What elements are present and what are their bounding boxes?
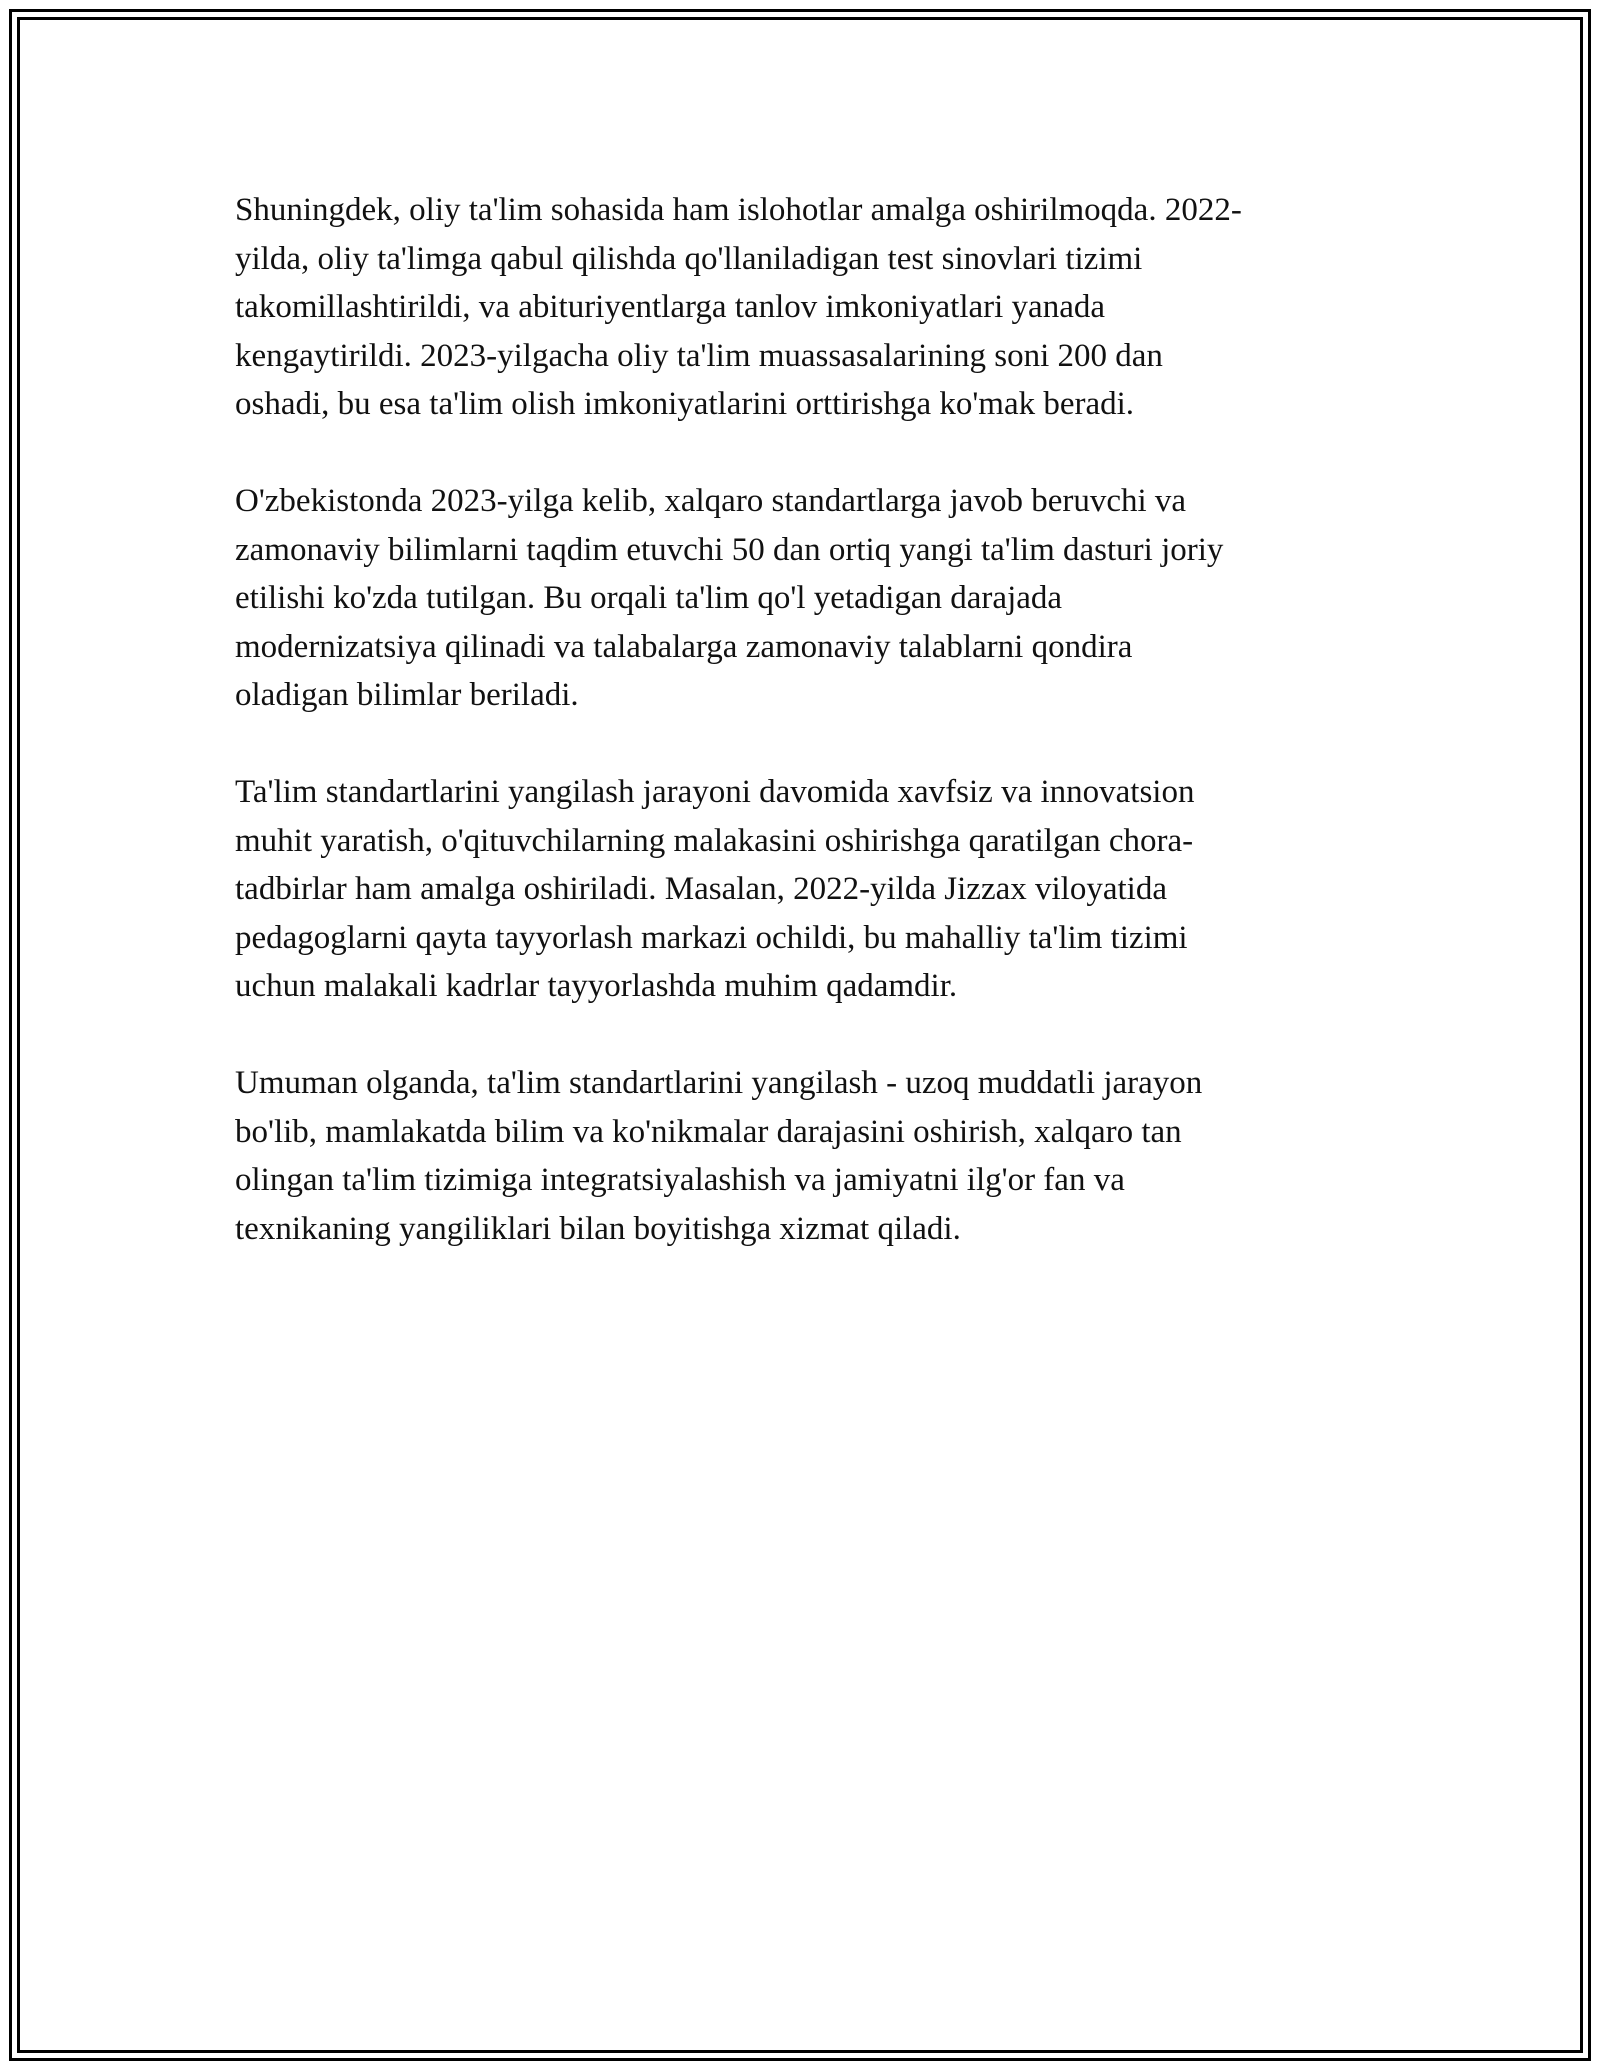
paragraph-line: kengaytirildi. 2023-yilgacha oliy ta'lim muassasalarining soni 200 dan [235, 337, 1163, 374]
paragraph-line: Shuningdek, oliy ta'lim sohasida ham islohotlar amalga oshirilmoqda. 2022- [235, 192, 1242, 228]
paragraph-line: yilda, oliy ta'limga qabul qilishda qo'llaniladigan test sinovlari tizimi [235, 240, 1143, 277]
paragraph-4 [235, 1059, 1365, 1253]
paragraph-line: pedagoglarni qayta tayyorlash markazi ochildi, bu mahalliy ta'lim tizimi [235, 919, 1188, 956]
paragraph-line: oshadi, bu esa ta'lim olish imkoniyatlarini orttirishga ko'mak beradi. [235, 386, 1135, 422]
paragraph-line: muhit yaratish, o'qituvchilarning malakasini oshirishga qaratilgan chora- [235, 822, 1194, 859]
paragraph-line: olingan ta'lim tizimiga integratsiyalashish va jamiyatni ilg'or fan va [235, 1162, 1125, 1198]
paragraph-2 [235, 477, 1365, 720]
paragraph-line: zamonaviy bilimlarni taqdim etuvchi 50 dan ortiq yangi ta'lim dasturi joriy [235, 531, 1224, 568]
paragraph-1 [235, 186, 1365, 429]
paragraph-line: modernizatsiya qilinadi va talabalarga zamonaviy talablarni qondira [235, 628, 1133, 665]
paragraph-line: O'zbekistonda 2023-yilga kelib, xalqaro standartlarga javob beruvchi va [235, 483, 1187, 519]
paragraph-line: texnikaning yangiliklari bilan boyitishga xizmat qiladi. [235, 1210, 961, 1247]
paragraph-line: oladigan bilimlar beriladi. [235, 677, 579, 713]
paragraph-line: Umuman olganda, ta'lim standartlarini yangilash - uzoq muddatli jarayon [235, 1065, 1203, 1101]
paragraph-line: etilishi ko'zda tutilgan. Bu orqali ta'lim qo'l yetadigan darajada [235, 580, 1063, 616]
paragraph-3 [235, 768, 1365, 1011]
paragraph-line: Ta'lim standartlarini yangilash jarayoni davomida xavfsiz va innovatsion [235, 774, 1195, 810]
paragraph-line: takomillashtirildi, va abituriyentlarga tanlov imkoniyatlari yanada [235, 289, 1105, 325]
paragraph-line: uchun malakali kadrlar tayyorlashda muhim qadamdir. [235, 968, 958, 1004]
paragraph-line: bo'lib, mamlakatda bilim va ko'nikmalar darajasini oshirish, xalqaro tan [235, 1113, 1182, 1150]
paragraph-line: tadbirlar ham amalga oshiriladi. Masalan, 2022-yilda Jizzax viloyatida [235, 871, 1167, 907]
document-body [235, 186, 1365, 1302]
